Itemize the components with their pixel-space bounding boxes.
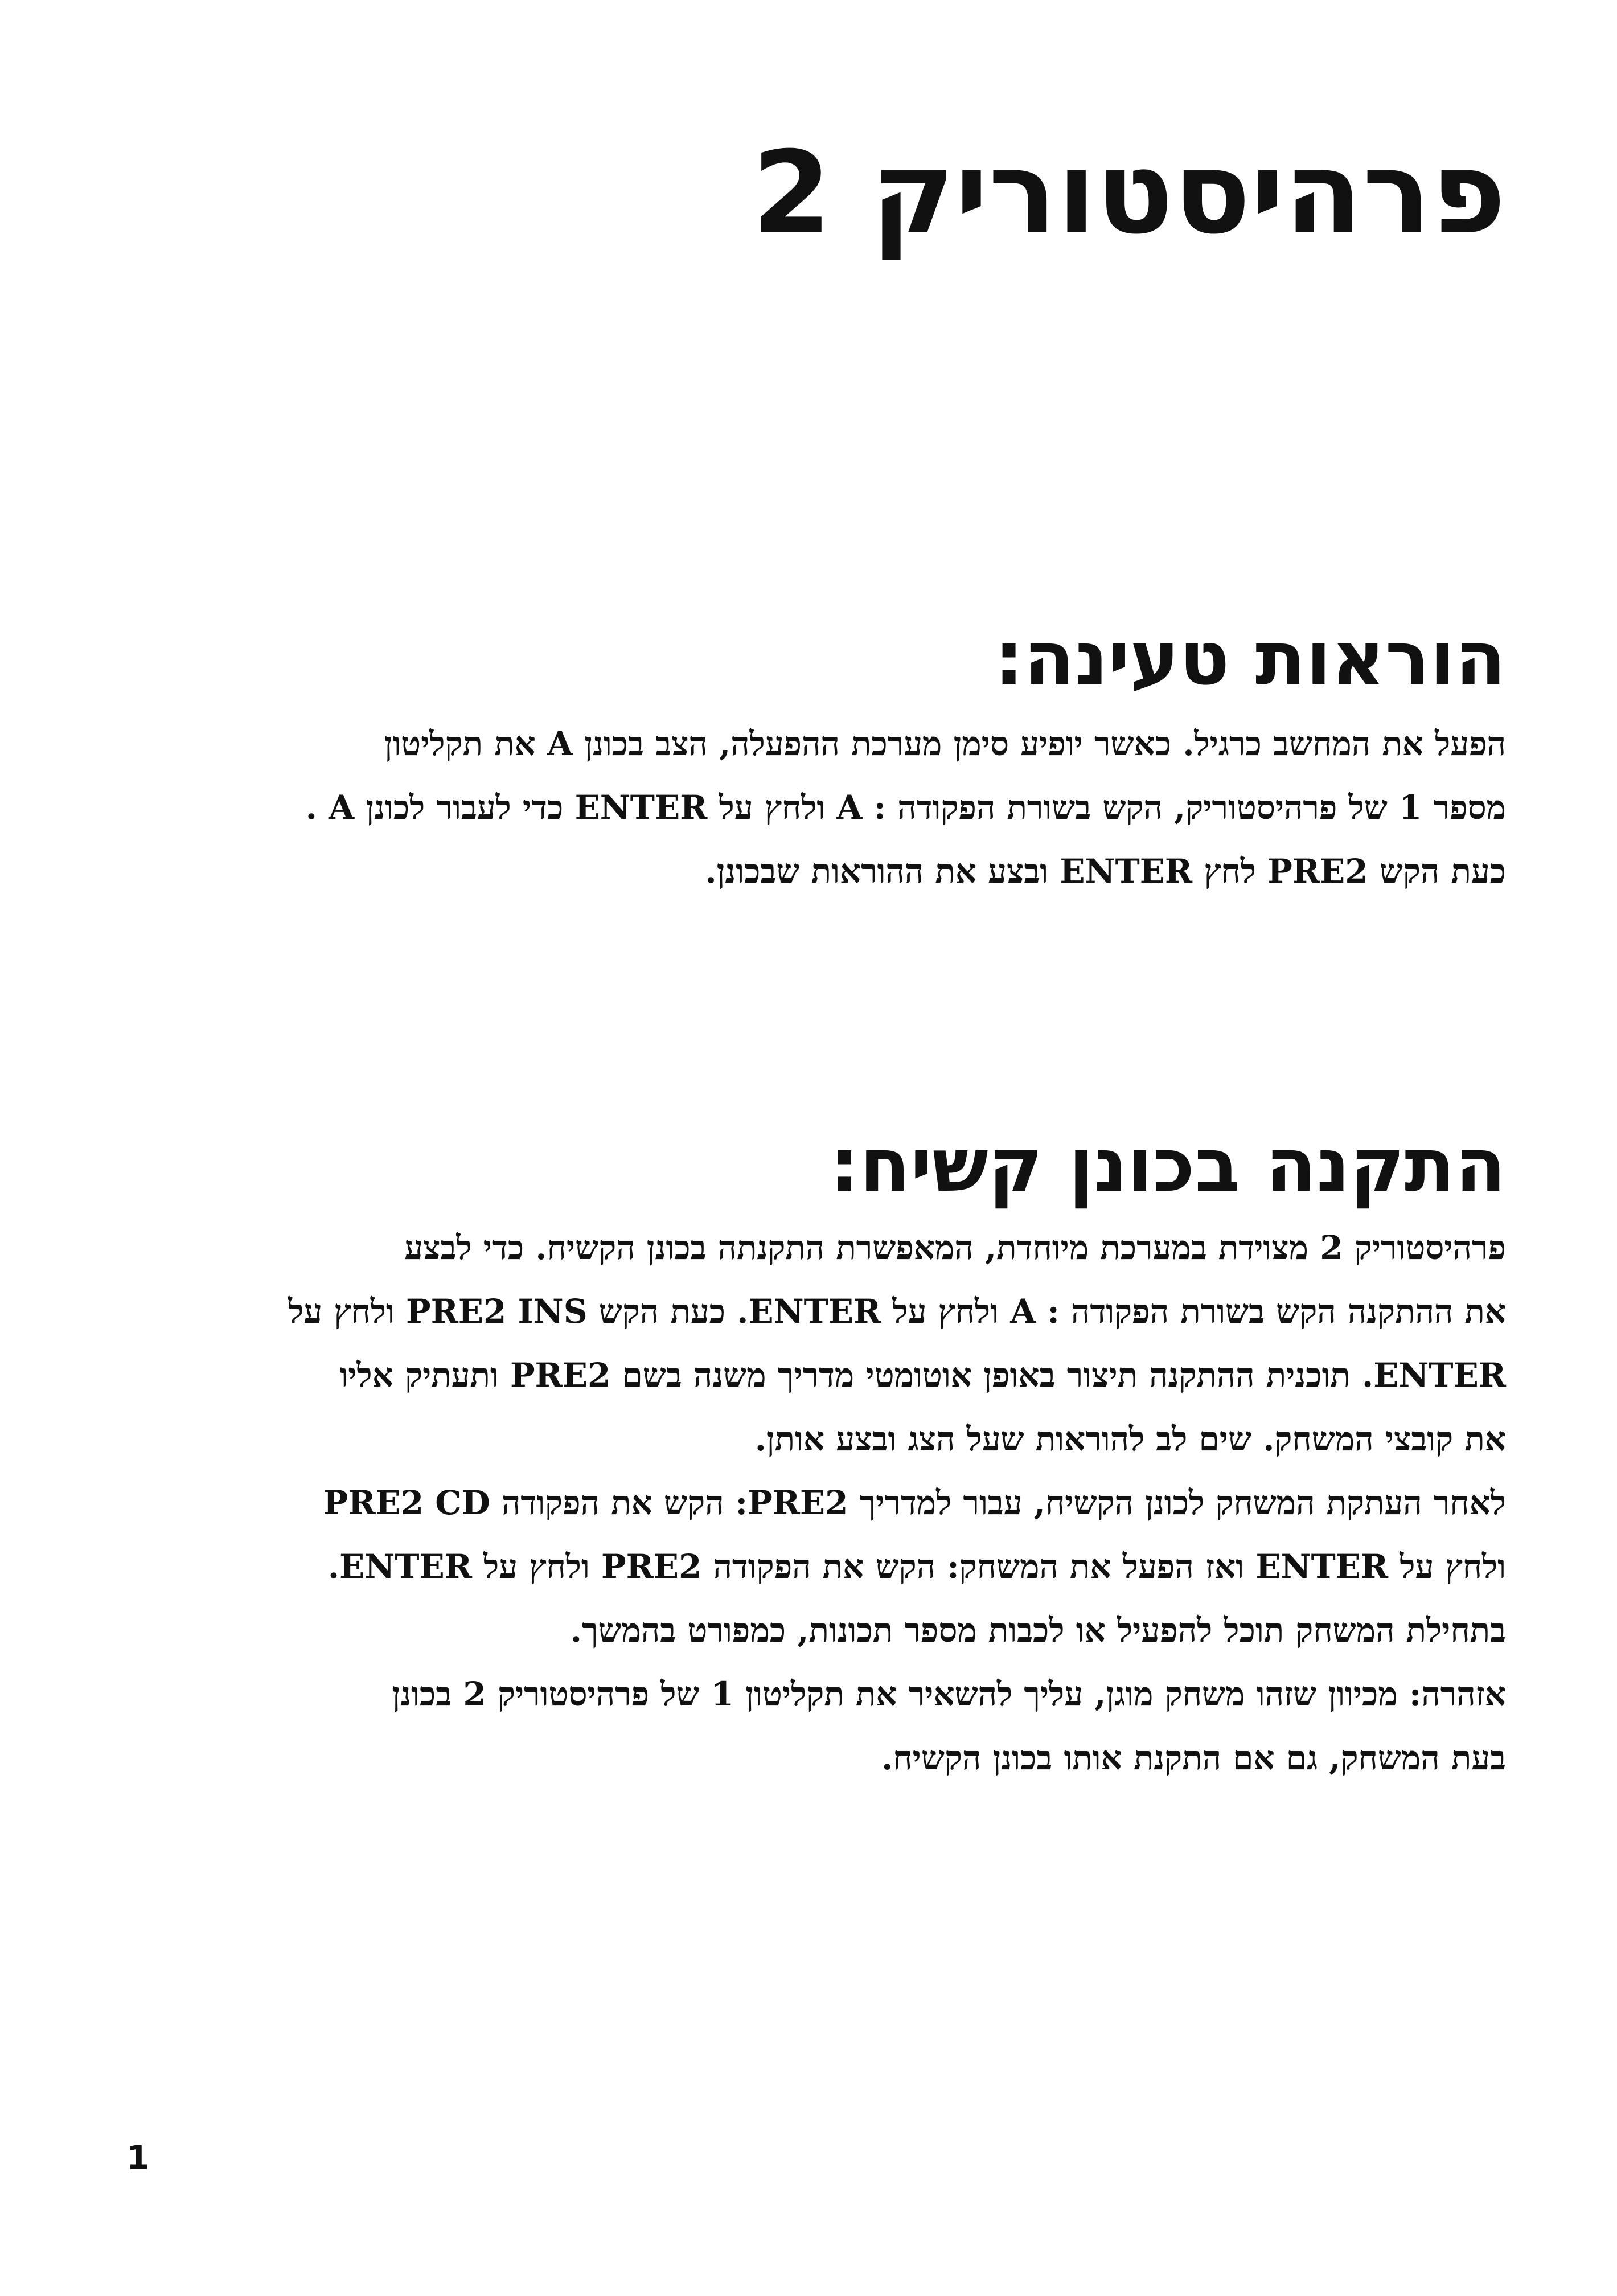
body-line: הפעל את המחשב כרגיל. כאשר יופיע סימן מערכת ההפעלה, הצב בכונן A את תקליטון bbox=[384, 724, 1506, 763]
page-number: 1 bbox=[126, 2138, 150, 2177]
body-line: את ההתקנה הקש בשורת הפקודה : A ולחץ על ENTER. כעת הקש PRE2 INS ולחץ על bbox=[288, 1292, 1506, 1331]
body-line: מספר 1 של פרהיסטוריק, הקש בשורת הפקודה : A ולחץ על ENTER כדי לעבור לכונן A . bbox=[305, 788, 1506, 827]
page-title: פרהיסטוריק 2 bbox=[752, 127, 1506, 260]
section-heading-loading-instructions: הוראות טעינה: bbox=[994, 615, 1506, 702]
body-line: ולחץ על ENTER ואז הפעל את המשחק: הקש את הפקודה PRE2 ולחץ על ENTER. bbox=[327, 1547, 1506, 1586]
section-heading-hard-disk-install: התקנה בכונן קשיח: bbox=[830, 1122, 1506, 1208]
body-line: לאחר העתקת המשחק לכונן הקשיח, עבור למדריך PRE2: הקש את הפקודה PRE2 CD bbox=[323, 1483, 1506, 1522]
body-line: בעת המשחק, גם אם התקנת אותו בכונן הקשיח. bbox=[881, 1739, 1506, 1777]
body-line: בתחילת המשחק תוכל להפעיל או לכבות מספר תכונות, כמפורט בהמשך. bbox=[570, 1611, 1506, 1650]
body-line: אזהרה: מכיוון שזהו משחק מוגן, עליך להשאיר את תקליטון 1 של פרהיסטוריק 2 בכונן bbox=[392, 1675, 1506, 1713]
body-line: את קובצי המשחק. שים לב להוראות שעל הצג ובצע אותן. bbox=[754, 1420, 1506, 1458]
body-line: ENTER. תוכנית ההתקנה תיצור באופן אוטומטי מדריך משנה בשם PRE2 ותעתיק אליו bbox=[339, 1356, 1506, 1395]
body-line: פרהיסטוריק 2 מצוידת במערכת מיוחדת, המאפשרת התקנתה בכונן הקשיח. כדי לבצע bbox=[404, 1228, 1506, 1267]
section-body-loading-instructions bbox=[117, 712, 1506, 903]
section-body-hard-disk-install bbox=[117, 1216, 1506, 1790]
body-line: כעת הקש PRE2 לחץ ENTER ובצע את ההוראות שבכונן. bbox=[705, 852, 1506, 891]
